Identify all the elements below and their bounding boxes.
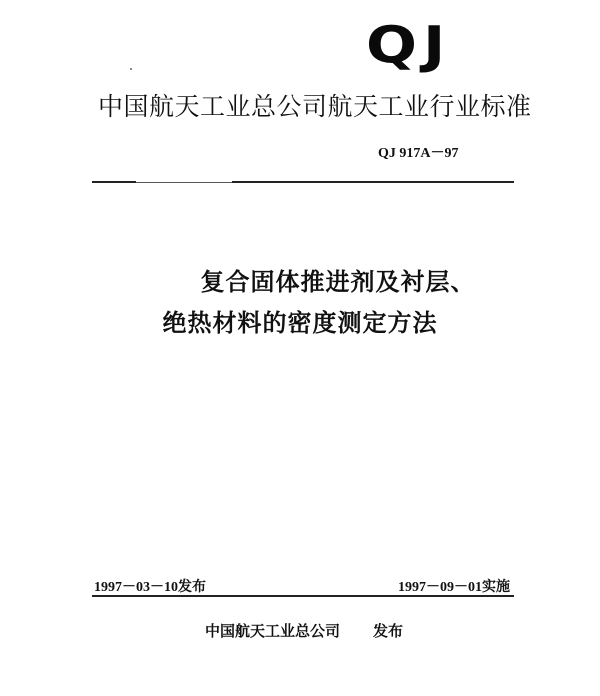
standard-number: QJ 917A－97 — [378, 146, 459, 161]
document-title-line-1: 复合固体推进剂及衬层、 — [200, 268, 476, 296]
divider-thin-segment — [136, 182, 232, 183]
issuer-header: 中国航天工业总公司航天工业行业标准 — [98, 92, 532, 121]
scan-speck — [130, 68, 132, 70]
footer-divider — [92, 595, 514, 597]
header-divider — [92, 181, 514, 183]
issue-date: 1997－03－10发布 — [94, 580, 206, 595]
qj-logo: QJ — [366, 15, 452, 76]
publisher-action: 发布 — [373, 622, 404, 640]
implementation-date: 1997－09－01实施 — [398, 580, 510, 595]
document-title-line-2: 绝热材料的密度测定方法 — [162, 309, 438, 337]
publisher-name: 中国航天工业总公司 — [205, 622, 341, 640]
